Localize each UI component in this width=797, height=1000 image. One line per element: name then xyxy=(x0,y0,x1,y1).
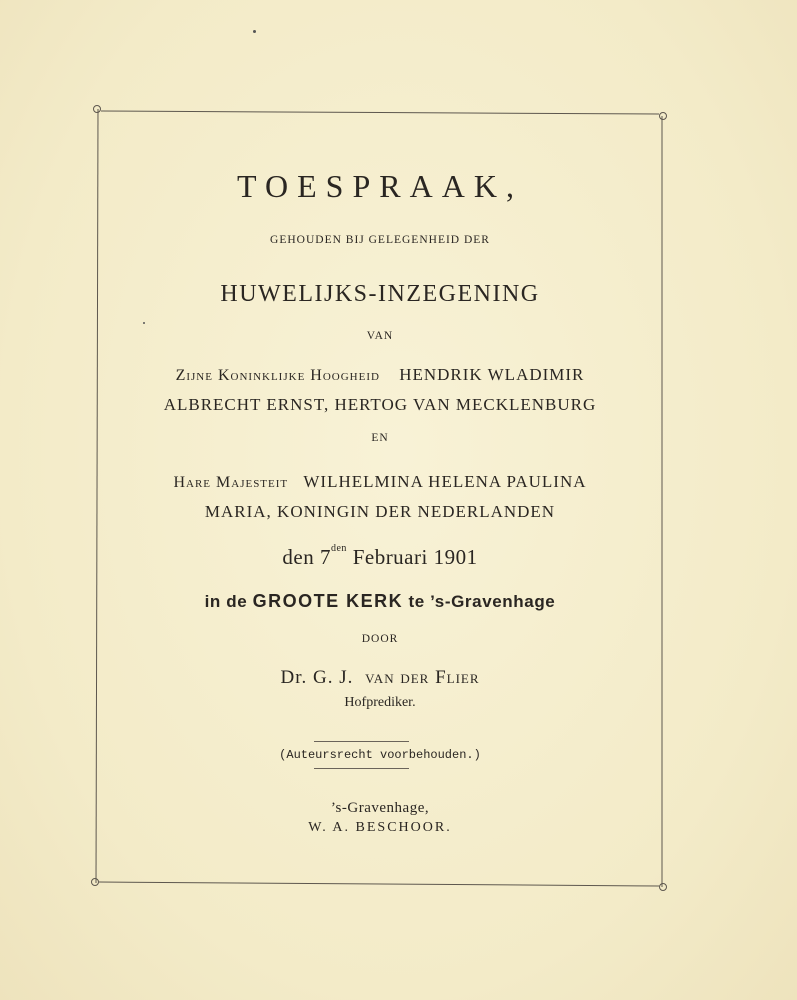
van-label: VAN xyxy=(366,330,394,342)
divider-top xyxy=(314,741,409,742)
author-role: Hofprediker. xyxy=(344,695,416,710)
corner-ornament-icon xyxy=(660,113,667,120)
subtitle: GEHOUDEN BIJ GELEGENHEID DER xyxy=(270,234,490,246)
page-title: TOESPRAAK, xyxy=(237,168,523,204)
date-post: Februari 1901 xyxy=(346,545,478,569)
copyright-notice: (Auteursrecht voorbehouden.) xyxy=(279,748,481,762)
groom-line-2: ALBRECHT ERNST, HERTOG VAN MECKLENBURG xyxy=(163,395,597,414)
groom-line-1 xyxy=(100,365,660,385)
bride-title: Hare Majesteit xyxy=(173,474,289,491)
bride-name: WILHELMINA HELENA PAULINA xyxy=(303,472,587,491)
event-heading: HUWELIJKS-INZEGENING xyxy=(220,281,540,307)
date-sup: den xyxy=(330,543,347,554)
door-label: DOOR xyxy=(361,633,399,645)
divider-bottom xyxy=(314,768,409,769)
date-pre: den 7 xyxy=(282,545,331,569)
author-name: van der Flier xyxy=(365,667,480,688)
imprint-publisher: W. A. BESCHOOR. xyxy=(308,820,452,835)
corner-ornament-icon xyxy=(94,106,101,113)
groom-title: Zijne Koninklijke Hoogheid xyxy=(175,367,380,384)
imprint-city: ’s-Gravenhage, xyxy=(330,800,430,816)
ceremony-date xyxy=(100,545,660,570)
corner-ornament-icon xyxy=(660,884,667,891)
speck xyxy=(253,30,256,33)
location-post: te ’s-Gravenhage xyxy=(403,592,556,611)
location-pre: in de xyxy=(204,592,253,611)
bride-line-2: MARIA, KONINGIN DER NEDERLANDEN xyxy=(204,502,556,521)
en-label: EN xyxy=(371,432,389,444)
groom-name: HENDRIK WLADIMIR xyxy=(399,365,585,384)
author-line xyxy=(100,667,660,689)
bride-line-1 xyxy=(100,472,660,492)
corner-ornament-icon xyxy=(92,879,99,886)
author-prefix: Dr. G. J. xyxy=(280,667,354,688)
ceremony-location xyxy=(100,591,660,612)
speck xyxy=(143,322,145,324)
church-name: GROOTE KERK xyxy=(252,591,404,611)
